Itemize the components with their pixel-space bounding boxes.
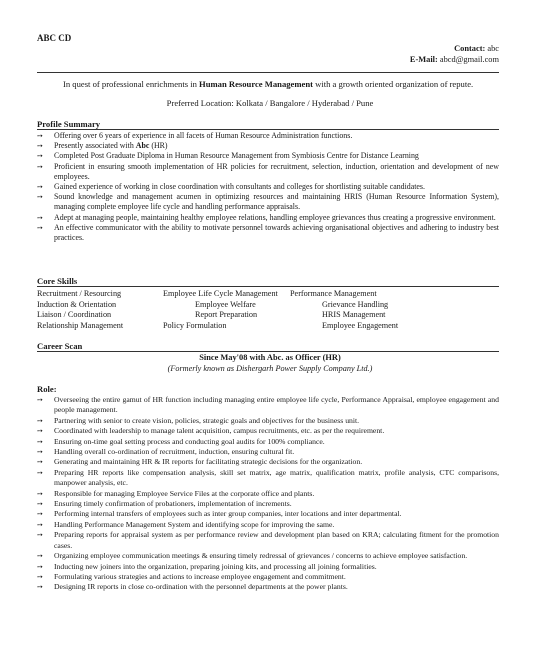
core-skills-divider <box>37 286 499 287</box>
profile-summary-heading: Profile Summary <box>37 119 101 129</box>
list-item <box>37 151 499 161</box>
role-heading: Role: <box>37 384 57 394</box>
list-item-text: Offering over 6 years of experience in all facets of Human Resource Administration functions. <box>54 131 353 140</box>
contact-line <box>454 44 499 53</box>
arrow-bullet-icon: ➙ <box>37 583 43 592</box>
contact-label: Contact: <box>454 44 486 53</box>
list-item-text: Organizing employee communication meetings & ensuring timely redressal of grievances / concerns to achieve employee satisfaction. <box>54 551 468 561</box>
profile-summary-divider <box>37 129 499 130</box>
list-item-text: Handling overall co-ordination of recruitment, induction, ensuring cultural fit. <box>54 447 295 457</box>
list-item <box>37 141 499 151</box>
list-item <box>37 509 499 519</box>
skill-item: Liaison / Coordination <box>37 310 112 319</box>
arrow-bullet-icon: ➙ <box>37 468 43 477</box>
candidate-name: ABC CD <box>37 33 72 43</box>
arrow-bullet-icon: ➙ <box>37 152 43 161</box>
objective-text-end: with a growth oriented organization of repute. <box>312 79 474 89</box>
list-item-text: Presently associated with <box>54 141 136 151</box>
arrow-bullet-icon: ➙ <box>37 458 43 467</box>
skill-item: Policy Formulation <box>163 320 227 330</box>
list-item-text: Responsible for managing Employee Service Files at the corporate office and plants. <box>54 488 315 498</box>
list-item <box>37 499 499 509</box>
list-item <box>37 582 499 592</box>
arrow-bullet-icon: ➙ <box>37 223 43 232</box>
arrow-bullet-icon: ➙ <box>37 416 43 425</box>
list-item <box>37 520 499 530</box>
email-label: E-Mail: <box>409 55 438 64</box>
list-item-text: Preparing reports for appraisal system as per performance review and development plan based on KRA; calculating fitment for the promotion cases. <box>54 530 499 550</box>
list-item-text: Generating and maintaining HR & IR reports for facilitating strategic decisions for the organization. <box>54 457 363 467</box>
email-value[interactable]: abcd@gmail.com <box>439 55 499 64</box>
skill-item: Performance Management <box>290 289 377 298</box>
list-item-text: Performing internal transfers of employees such as inter group companies, inter locations and inter departmental. <box>54 509 402 519</box>
core-skills-grid <box>37 289 499 331</box>
objective-highlight: Human Resource Management <box>199 79 313 89</box>
arrow-bullet-icon: ➙ <box>37 510 43 519</box>
list-item-text: Formulating various strategies and actions to increase employee engagement and commitment. <box>54 571 346 581</box>
skill-item: HRIS Management <box>322 310 386 319</box>
arrow-bullet-icon: ➙ <box>37 213 43 222</box>
skills-row <box>37 310 499 321</box>
arrow-bullet-icon: ➙ <box>37 572 43 581</box>
list-item <box>37 572 499 582</box>
list-item <box>37 223 499 243</box>
list-item <box>37 468 499 489</box>
list-item <box>37 182 499 192</box>
list-item <box>37 395 499 416</box>
role-list <box>37 395 499 593</box>
arrow-bullet-icon: ➙ <box>37 427 43 436</box>
skill-item: Grievance Handling <box>322 299 389 309</box>
list-item <box>37 530 499 551</box>
arrow-bullet-icon: ➙ <box>37 520 43 529</box>
skill-item: Employee Welfare <box>195 299 256 309</box>
header-divider <box>37 72 499 73</box>
skill-item: Employee Engagement <box>322 320 399 330</box>
arrow-bullet-icon: ➙ <box>37 183 43 192</box>
skill-item: Employee Life Cycle Management <box>163 289 278 298</box>
skills-row <box>37 289 499 300</box>
list-item <box>37 426 499 436</box>
list-item-text: Gained experience of working in close coordination with consultants and colleges for shortlisting suitable candidates. <box>54 182 425 192</box>
list-item <box>37 489 499 499</box>
arrow-bullet-icon: ➙ <box>37 562 43 571</box>
arrow-bullet-icon: ➙ <box>37 531 43 540</box>
objective-text-start: In quest of professional enrichments in <box>63 79 200 89</box>
list-item-text: Inducting new joiners into the organization, preparing joining kits, and processing all joining formalities. <box>54 561 377 571</box>
list-item <box>37 447 499 457</box>
skills-row <box>37 321 499 332</box>
arrow-bullet-icon: ➙ <box>37 162 43 171</box>
list-item <box>37 192 499 212</box>
list-item-text: Designing IR reports in close co-ordination with the personnel departments at the power plants. <box>54 582 348 592</box>
objective-statement <box>63 79 473 89</box>
career-scan-divider <box>37 351 499 352</box>
list-item-text: Ensuring timely confirmation of probationers, implementation of increments. <box>54 499 292 509</box>
list-item-text: An effective communicator with the ability to motivate personnel towards achieving organisational objectives and adhering to industry best practices. <box>54 222 499 243</box>
list-item-text: Adept at managing people, maintaining healthy employee relations, handling employee grievances thus creating a progressive environment. <box>54 212 496 222</box>
arrow-bullet-icon: ➙ <box>37 437 43 446</box>
list-item <box>37 437 499 447</box>
contact-value: abc <box>487 44 499 53</box>
skill-item: Induction & Orientation <box>37 299 117 309</box>
profile-summary-list <box>37 131 499 243</box>
arrow-bullet-icon: ➙ <box>37 132 43 140</box>
list-item <box>37 551 499 561</box>
former-company-name: (Formerly known as Dishergarh Power Supply Company Ltd.) <box>167 364 373 373</box>
preferred-location: Preferred Location: Kolkata / Bangalore / Hyderabad / Pune <box>166 98 374 108</box>
career-scan-heading: Career Scan <box>37 341 83 351</box>
arrow-bullet-icon: ➙ <box>37 448 43 457</box>
list-item <box>37 416 499 426</box>
skill-item: Recruitment / Resourcing <box>37 289 122 298</box>
list-item-text: Sound knowledge and management acumen in optimizing resources and maintaining HRIS (Human Resource Information System), managing complete employee life cycle and handling performance appraisals. <box>54 192 499 212</box>
list-item-text: Preparing HR reports like compensation analysis, skill set matrix, age matrix, qualification matrix, profile analysis, CTC comparisons, manpower analysis, etc. <box>54 467 499 488</box>
arrow-bullet-icon: ➙ <box>37 396 43 404</box>
list-item-text: (HR) <box>149 141 168 151</box>
list-item-text: Completed Post Graduate Diploma in Human Resource Management from Symbiosis Centre for Distance Learning <box>54 151 419 161</box>
email-line <box>410 55 499 64</box>
employer-name: Abc <box>135 141 150 151</box>
arrow-bullet-icon: ➙ <box>37 489 43 498</box>
skills-row <box>37 300 499 311</box>
list-item <box>37 457 499 467</box>
list-item <box>37 562 499 572</box>
list-item-text: Coordinated with leadership to manage talent acquisition, campus recruitments, etc. as per the requirement. <box>54 426 385 436</box>
skill-item: Relationship Management <box>37 320 124 330</box>
arrow-bullet-icon: ➙ <box>37 193 43 202</box>
core-skills-heading: Core Skills <box>37 276 78 286</box>
list-item-text: Partnering with senior to create vision, policies, strategic goals and objectives for the business unit. <box>54 415 360 425</box>
skill-item: Report Preparation <box>195 310 258 319</box>
list-item <box>37 162 499 182</box>
arrow-bullet-icon: ➙ <box>37 552 43 561</box>
arrow-bullet-icon: ➙ <box>37 142 43 151</box>
arrow-bullet-icon: ➙ <box>37 500 43 509</box>
list-item-text: Proficient in ensuring smooth implementation of HR policies for recruitment, selection, induction, orientation and development of new employees. <box>54 161 499 181</box>
current-position: Since May'08 with Abc. as Officer (HR) <box>199 353 341 362</box>
list-item <box>37 213 499 223</box>
list-item-text: Overseeing the entire gamut of HR function including managing entire employee life cycle, Performance Appraisal, employee engagement and people management. <box>54 395 499 415</box>
list-item <box>37 131 499 141</box>
list-item-text: Handling Performance Management System and identifying scope for improving the same. <box>54 519 335 529</box>
list-item-text: Ensuring on-time goal setting process and conducting goal audits for 100% compliance. <box>54 436 325 446</box>
